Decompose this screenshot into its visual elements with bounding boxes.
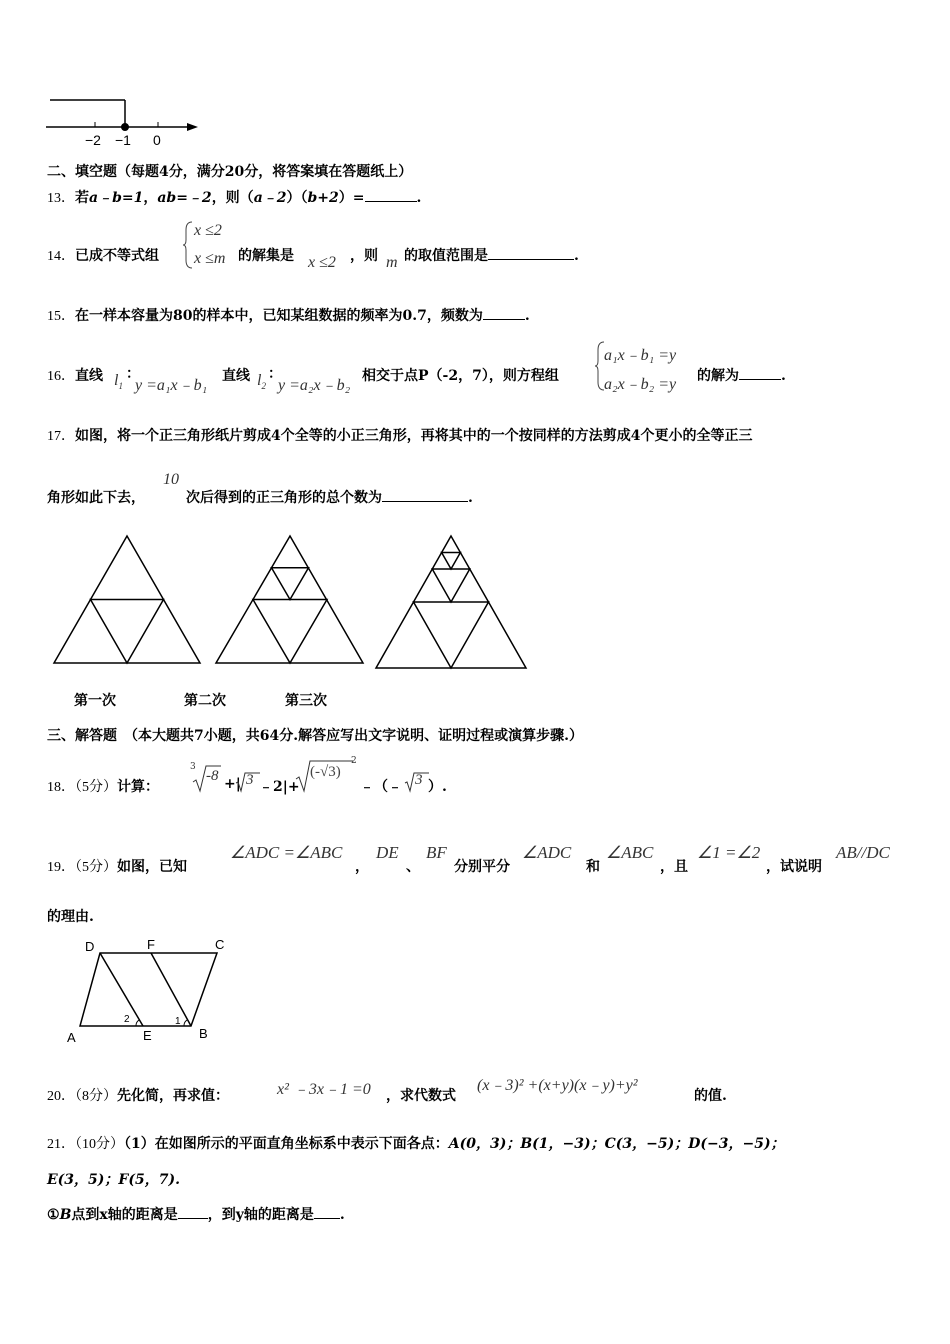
q16-text: 的解为 bbox=[697, 368, 739, 384]
l2-letter: l bbox=[257, 372, 262, 389]
q13-factor-1: a﹣2 bbox=[253, 190, 287, 206]
tick-label: −1 bbox=[115, 132, 131, 148]
segment-bf bbox=[151, 953, 191, 1026]
q19-segment-de: DE bbox=[376, 843, 399, 862]
q19-text: 的理由. bbox=[47, 909, 94, 925]
figure-caption: 第三次 bbox=[285, 693, 327, 709]
question-15 bbox=[47, 305, 530, 325]
q16-colon: ： bbox=[126, 366, 140, 382]
vertex-label-d: D bbox=[85, 939, 95, 954]
q21-subquestion-1 bbox=[47, 1204, 345, 1224]
number-line-figure bbox=[40, 92, 210, 152]
vertex-label-b: B bbox=[199, 1026, 208, 1041]
section-2-heading: 二、填空题（每题4分，满分20分，将答案填在答题纸上） bbox=[47, 164, 413, 180]
q13-condition-2: ab=﹣2 bbox=[157, 190, 212, 206]
q19-angle-equality: ∠1 =∠2 bbox=[697, 843, 761, 862]
question-number: 19． bbox=[47, 860, 75, 875]
question-number: 16． bbox=[47, 369, 75, 384]
angle-arc-2 bbox=[136, 1020, 139, 1026]
angle-label-1: 1 bbox=[175, 1016, 181, 1027]
triangle-step-1 bbox=[54, 536, 200, 663]
q14-text: ，则 bbox=[350, 248, 378, 264]
triangle-step-3 bbox=[376, 536, 526, 668]
parallelogram-abcd bbox=[80, 953, 217, 1026]
tick-label: 0 bbox=[153, 132, 161, 148]
q16-colon: ： bbox=[268, 366, 282, 382]
q14-text: 的解集是 bbox=[238, 248, 294, 264]
answer-blank bbox=[178, 1206, 208, 1219]
q16-text: 直线 bbox=[222, 368, 250, 384]
l2-subscript: 2 bbox=[261, 381, 266, 392]
q13-condition-1: a﹣b=1 bbox=[89, 190, 144, 206]
q13-sep: ， bbox=[143, 190, 158, 206]
q16-system-eq-2: a₂x﹣b₂ =y bbox=[604, 376, 677, 393]
q14-text: 已成不等式组 bbox=[75, 248, 159, 264]
q18-tail-b: ）. bbox=[428, 779, 447, 795]
q14-text: 的取值范围是 bbox=[404, 248, 488, 264]
q18-radicand-3: (-√3) bbox=[310, 764, 341, 780]
q18-text: 计算： bbox=[117, 779, 159, 795]
q19-text: ，且 bbox=[660, 859, 688, 875]
angle-arc-1 bbox=[184, 1020, 187, 1026]
question-19 bbox=[47, 856, 187, 876]
segment-de bbox=[100, 953, 143, 1026]
q14-solution: x ≤2 bbox=[308, 254, 336, 271]
q16-line-2-name bbox=[257, 372, 266, 391]
q20-equation: x² ﹣3x﹣1 =0 bbox=[277, 1081, 371, 1098]
q21-points-2-text: E(3，5)；F(5，7). bbox=[47, 1172, 180, 1188]
score: （8分） bbox=[75, 1089, 117, 1104]
q21-text: 点到x轴的距离是 bbox=[71, 1207, 178, 1223]
q21-end: . bbox=[339, 1207, 345, 1223]
question-20 bbox=[47, 1085, 229, 1105]
q14-variable: m bbox=[386, 254, 398, 271]
q16-line-1-name bbox=[114, 372, 123, 391]
axis-arrow bbox=[187, 123, 198, 131]
q16-line-1-equation: y =a₁x﹣b₁ bbox=[135, 377, 208, 394]
q18-op: +| bbox=[224, 776, 241, 792]
question-18 bbox=[47, 776, 159, 796]
q15-text: 在一样本容量为80的样本中，已知某组数据的频率为0.7，频数为 bbox=[75, 308, 483, 324]
q21-point-b: B bbox=[59, 1207, 72, 1223]
l1-letter: l bbox=[114, 372, 119, 389]
answer-blank bbox=[365, 189, 417, 202]
q19-angle-abc: ∠ABC bbox=[606, 843, 654, 862]
q18-tail-a: ﹣（﹣ bbox=[360, 779, 402, 795]
q13-text: ）（ bbox=[286, 190, 308, 206]
q16-system-eq-1: a₁x﹣b₁ =y bbox=[604, 347, 677, 364]
answer-blank bbox=[488, 247, 574, 260]
q19-text: 分别平分 bbox=[454, 859, 510, 875]
q17-text: 次后得到的正三角形的总个数为 bbox=[186, 490, 382, 506]
q13-text: ）= bbox=[338, 190, 365, 206]
q17-iterations: 10 bbox=[163, 471, 179, 488]
score: （5分） bbox=[75, 780, 117, 795]
vertex-label-a: A bbox=[67, 1030, 76, 1045]
answer-blank bbox=[382, 489, 468, 502]
q17-end: . bbox=[468, 490, 473, 506]
question-16 bbox=[47, 365, 103, 385]
q14-tail bbox=[404, 245, 579, 265]
figure-caption: 第一次 bbox=[74, 693, 116, 709]
q21-text: 在如图所示的平面直角坐标系中表示下面各点： bbox=[154, 1136, 449, 1152]
q21-text: ，到y轴的距离是 bbox=[207, 1207, 314, 1223]
question-number: 17． bbox=[47, 429, 75, 444]
answer-blank bbox=[739, 367, 781, 380]
q17-text: 角形如此下去， bbox=[47, 490, 145, 506]
question-13 bbox=[47, 187, 421, 207]
q21-points-1: A(0，3)；B(1，−3)；C(3，−5)；D(−3，−5)； bbox=[448, 1136, 785, 1152]
question-number: 20． bbox=[47, 1089, 75, 1104]
q19-given-equality: ∠ADC =∠ABC bbox=[230, 843, 343, 862]
q18-radicand-4: 3 bbox=[415, 772, 423, 788]
question-17-line-2 bbox=[186, 487, 473, 507]
tick-label: −2 bbox=[85, 132, 101, 148]
q13-text: 若 bbox=[75, 190, 89, 206]
vertex-label-c: C bbox=[215, 937, 225, 952]
parallelogram-figure bbox=[60, 935, 240, 1050]
q16-tail bbox=[697, 365, 786, 385]
point-label-e: E bbox=[143, 1028, 152, 1043]
point-label-f: F bbox=[147, 937, 155, 952]
q19-dun: 、 bbox=[406, 859, 420, 875]
q18-radicand-2: 3 bbox=[246, 772, 254, 788]
q16-text: 相交于点P（-2，7），则方程组 bbox=[362, 368, 559, 384]
q13-factor-2: b+2 bbox=[307, 190, 339, 206]
question-21 bbox=[47, 1133, 785, 1153]
question-14 bbox=[47, 245, 159, 265]
q18-exponent: 2 bbox=[351, 756, 357, 766]
q14-inequality-2: x ≤m bbox=[194, 250, 226, 267]
q19-text: 如图，已知 bbox=[117, 859, 187, 875]
figure-caption: 第二次 bbox=[184, 693, 226, 709]
q21-points-2 bbox=[47, 1169, 180, 1189]
answer-blank bbox=[314, 1206, 340, 1219]
q14-inequality-1: x ≤2 bbox=[194, 222, 222, 239]
q21-part: （1） bbox=[124, 1136, 155, 1152]
triangle-subdivision-figure bbox=[50, 530, 535, 675]
q14-end: . bbox=[574, 248, 579, 264]
question-number: 13． bbox=[47, 191, 75, 206]
q13-text: ，则（ bbox=[211, 190, 254, 206]
l1-subscript: 1 bbox=[118, 381, 123, 392]
q21-sub-mark: ① bbox=[47, 1207, 60, 1223]
q19-text: ，试说明 bbox=[766, 859, 822, 875]
angle-label-2: 2 bbox=[124, 1014, 130, 1025]
solid-dot bbox=[121, 123, 129, 131]
q19-text: 和 bbox=[586, 859, 600, 875]
q19-segment-bf: BF bbox=[426, 843, 447, 862]
score: （10分） bbox=[75, 1137, 124, 1152]
q13-end: . bbox=[416, 190, 422, 206]
q20-text: 先化简，再求值： bbox=[117, 1088, 229, 1104]
q19-comma: ， bbox=[355, 859, 369, 875]
answer-blank bbox=[483, 307, 525, 320]
q18-radicand-1: -8 bbox=[206, 768, 219, 784]
cube-root-index: 3 bbox=[190, 762, 196, 772]
score: （5分） bbox=[75, 860, 117, 875]
q20-expression: (x﹣3)² +(x+y)(x﹣y)+y² bbox=[477, 1077, 638, 1094]
q20-text: 的值. bbox=[694, 1088, 727, 1104]
q18-op: ﹣2|+ bbox=[259, 779, 300, 795]
triangle-step-2 bbox=[216, 536, 363, 663]
question-number: 14． bbox=[47, 249, 75, 264]
q19-angle-adc: ∠ADC bbox=[522, 843, 572, 862]
q17-text: 如图，将一个正三角形纸片剪成4个全等的小正三角形，再将其中的一个按同样的方法剪成4个更小的全等正三 bbox=[75, 428, 753, 444]
q16-end: . bbox=[781, 368, 786, 384]
question-number: 15． bbox=[47, 309, 75, 324]
question-number: 18． bbox=[47, 780, 75, 795]
q16-text: 直线 bbox=[75, 368, 103, 384]
q20-text: ，求代数式 bbox=[386, 1088, 456, 1104]
q16-line-2-equation: y =a₂x﹣b₂ bbox=[278, 377, 351, 394]
brace-icon bbox=[182, 220, 194, 270]
q15-end: . bbox=[524, 308, 530, 324]
section-3-heading: 三、解答题 （本大题共7小题，共64分.解答应写出文字说明、证明过程或演算步骤.） bbox=[47, 728, 583, 744]
q19-parallel-claim: AB//DC bbox=[836, 843, 890, 862]
question-number: 21． bbox=[47, 1137, 75, 1152]
question-17-line-1 bbox=[47, 425, 752, 445]
